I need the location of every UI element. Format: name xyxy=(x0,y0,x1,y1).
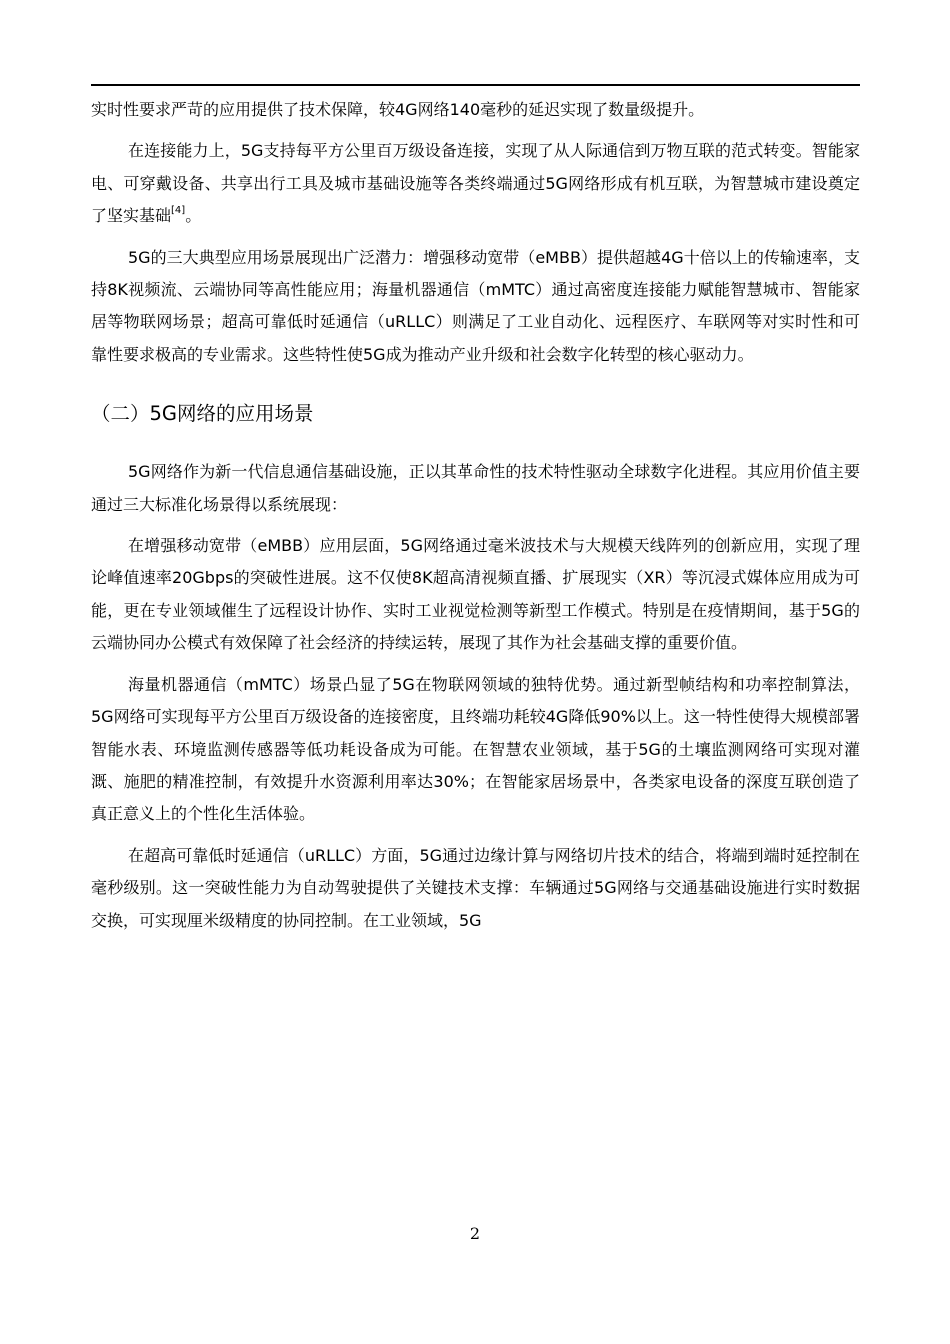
paragraph-urllc: 在超高可靠低时延通信（uRLLC）方面，5G通过边缘计算与网络切片技术的结合，将端到端时延控制在毫秒级别。这一突破性能力为自动驾驶提供了关键技术支撑：车辆通过5G网络与交通基础设施进行实时数据交换，可实现厘米级精度的协同控制。在工业领域，5G xyxy=(91,845,860,930)
page-number: 2 xyxy=(469,1224,481,1243)
header-rule xyxy=(91,84,860,86)
page-body xyxy=(91,94,860,937)
paragraph-connectivity-end: 。 xyxy=(185,206,202,226)
section-heading: （二）5G网络的应用场景 xyxy=(91,402,314,426)
paragraph-embb: 在增强移动宽带（eMBB）应用层面，5G网络通过毫米波技术与大规模天线阵列的创新应用，实现了理论峰值速率20Gbps的突破性进展。这不仅使8K超高清视频直播、扩展现实（XR）等沉浸式媒体应用成为可能，更在专业领域催生了远程设计协作、实时工业视觉检测等新型工作模式。特别是在疫情期间，基于5G的云端协同办公模式有效保障了社会经济的持续运转，展现了其作为社会基础支撑的重要价值。 xyxy=(91,536,860,653)
paragraph-three-scenarios: 5G的三大典型应用场景展现出广泛潜力：增强移动宽带（eMBB）提供超越4G十倍以上的传输速率，支持8K视频流、云端协同等高性能应用；海量机器通信（mMTC）通过高密度连接能力赋能智慧城市、智能家居等物联网场景；超高可靠低时延通信（uRLLC）则满足了工业自动化、远程医疗、车联网等对实时性和可靠性要求极高的专业需求。这些特性使5G成为推动产业升级和社会数字化转型的核心驱动力。 xyxy=(91,247,860,364)
paragraph-continuation: 实时性要求严苛的应用提供了技术保障，较4G网络140毫秒的延迟实现了数量级提升。 xyxy=(91,100,705,119)
citation-superscript: [4] xyxy=(171,205,186,217)
paragraph-connectivity-text: 在连接能力上，5G支持每平方公里百万级设备连接，实现了从人际通信到万物互联的范式转变。智能家电、可穿戴设备、共享出行工具及城市基础设施等各类终端通过5G网络形成有机互联，为智慧城市建设奠定了坚实基础 xyxy=(91,141,860,226)
paragraph-intro: 5G网络作为新一代信息通信基础设施，正以其革命性的技术特性驱动全球数字化进程。其应用价值主要通过三大标准化场景得以系统展现： xyxy=(91,462,860,514)
paragraph-connectivity xyxy=(91,135,860,232)
paragraph-mmtc: 海量机器通信（mMTC）场景凸显了5G在物联网领域的独特优势。通过新型帧结构和功率控制算法，5G网络可实现每平方公里百万级设备的连接密度，且终端功耗较4G降低90%以上。这一特性使得大规模部署智能水表、环境监测传感器等低功耗设备成为可能。在智慧农业领域，基于5G的土壤监测网络可实现对灌溉、施肥的精准控制，有效提升水资源利用率达30%；在智能家居场景中，各类家电设备的深度互联创造了真正意义上的个性化生活体验。 xyxy=(91,674,860,824)
